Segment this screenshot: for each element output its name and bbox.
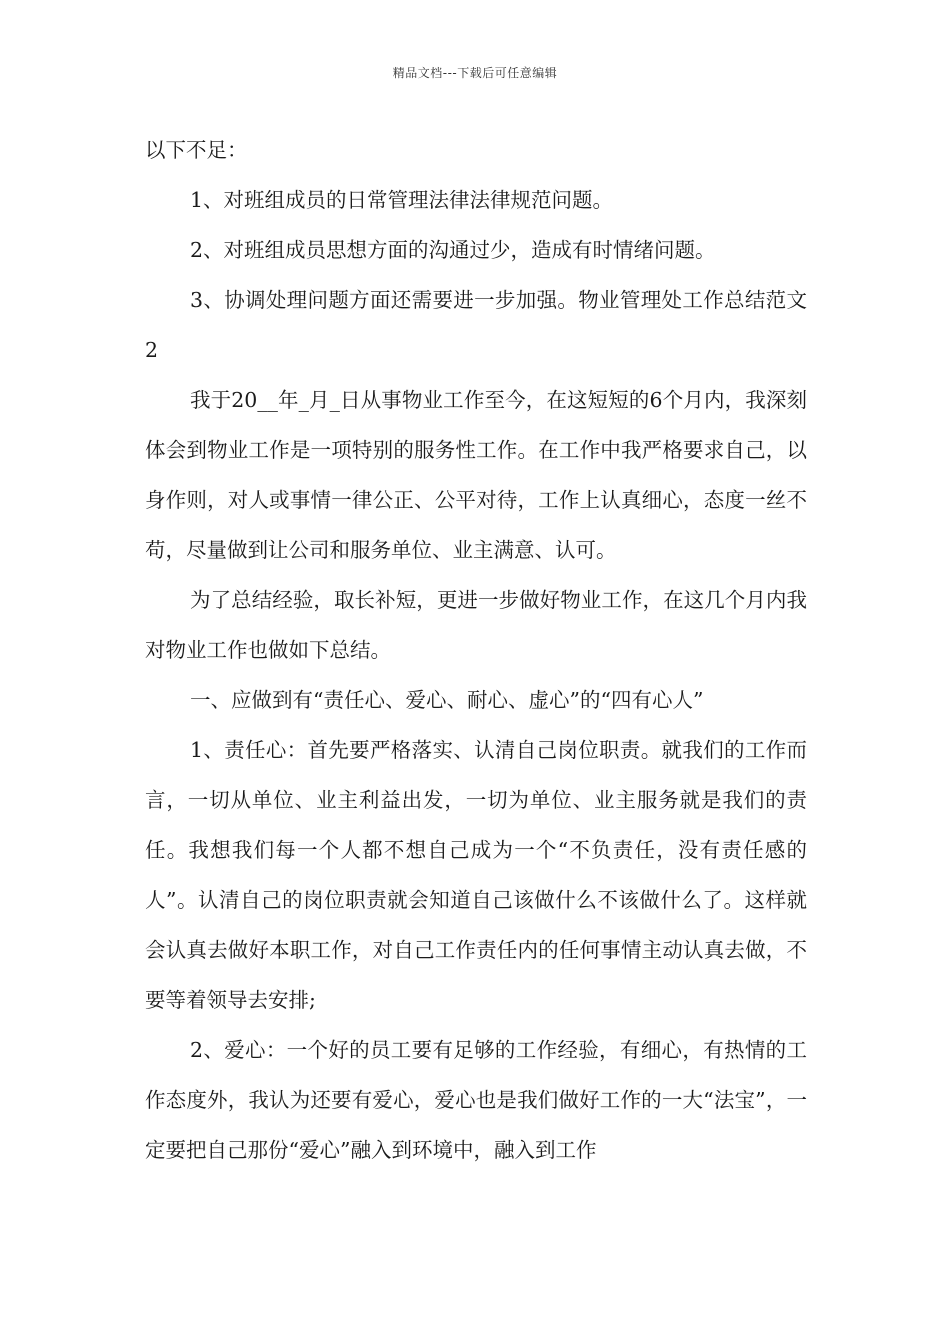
paragraph: 2、对班组成员思想方面的沟通过少，造成有时情绪问题。 bbox=[190, 238, 716, 262]
document-body bbox=[145, 125, 807, 1175]
paragraph: 1、责任心：首先要严格落实、认清自己岗位职责。就我们的工作而言，一切从单位、业主利益出发，一切为单位、业主服务就是我们的责任。我想我们每一个人都不想自己成为一个“不负责任，没有责任感的人”。认清自己的岗位职责就会知道自己该做什么不该做什么了。这样就会认真去做好本职工作，对自己工作责任内的任何事情主动认真去做，不要等着领导去安排; bbox=[145, 738, 807, 1012]
paragraph: 1、对班组成员的日常管理法律法律规范问题。 bbox=[190, 188, 614, 212]
paragraph: 3、协调处理问题方面还需要进一步加强。物业管理处工作总结范文2 bbox=[145, 288, 807, 362]
paragraph: 我于20__年_月_日从事物业工作至今，在这短短的6个月内，我深刻体会到物业工作是一项特别的服务性工作。在工作中我严格要求自己，以身作则，对人或事情一律公正、公平对待，工作上认真细心，态度一丝不苟，尽量做到让公司和服务单位、业主满意、认可。 bbox=[145, 388, 807, 562]
section-heading: 一、应做到有“责任心、爱心、耐心、虚心”的“四有心人” bbox=[190, 688, 704, 712]
paragraph: 为了总结经验，取长补短，更进一步做好物业工作，在这几个月内我对物业工作也做如下总结。 bbox=[145, 588, 807, 662]
paragraph: 2、爱心：一个好的员工要有足够的工作经验，有细心，有热情的工作态度外，我认为还要有爱心，爱心也是我们做好工作的一大“法宝”，一定要把自己那份“爱心”融入到环境中，融入到工作 bbox=[145, 1038, 807, 1162]
page-header: 精品文档---下载后可任意编辑 bbox=[392, 66, 558, 80]
paragraph: 以下不足： bbox=[145, 138, 248, 162]
